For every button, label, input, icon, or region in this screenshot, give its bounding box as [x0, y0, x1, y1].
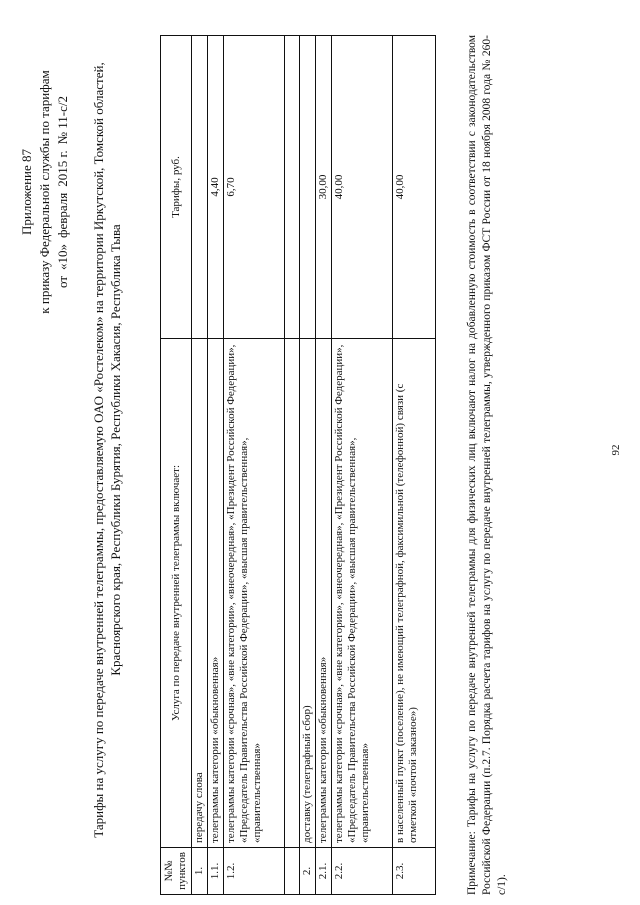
row-tariff: 40,00: [393, 36, 436, 339]
table-row: [192, 36, 208, 895]
date-month: февраля: [55, 192, 70, 238]
row-num: 2.2.: [332, 848, 393, 895]
appendix-header: [18, 42, 72, 342]
row-tariff: 40,00: [332, 36, 393, 339]
table-row: [332, 36, 393, 895]
row-num: 1.2.: [224, 848, 285, 895]
spacer-cell: [285, 339, 300, 848]
date-day: «10»: [55, 243, 70, 270]
spacer-cell: [285, 848, 300, 895]
row-num: 1.: [192, 848, 208, 895]
row-service: телеграммы категории «срочная», «вне категории», «внеочередная», «Президент Российской Федерации», «Председатель Правительства Российской Федерации», «высшая правительственная», «правительственная»: [332, 339, 393, 848]
row-service: телеграммы категории «срочная», «вне категории», «внеочередная», «Президент Российской Федерации», «Председатель Правительства Российской Федерации», «высшая правительственная», «правительственная»: [224, 339, 285, 848]
table-spacer-row: [285, 36, 300, 895]
table-row: [300, 36, 316, 895]
document-title: Тарифы на услугу по передаче внутренней телеграммы, предоставляемую ОАО «Ростелеком» на территории Иркутской, Томской областей, Красноярского края, Республики Бурятия, Республики Хакасия, Республика Тыва: [91, 62, 123, 838]
row-num: 1.1.: [208, 848, 224, 895]
row-num: 2.1.: [316, 848, 332, 895]
date-year: 2015 г.: [55, 150, 70, 187]
appendix-order-ref: к приказу Федеральной службы по тарифам: [37, 70, 52, 314]
row-tariff: [300, 36, 316, 339]
row-service: доставку (телеграфный сбор): [300, 339, 316, 848]
order-number: № 11-с/2: [55, 96, 70, 145]
appendix-order-date: [54, 42, 72, 342]
row-num: 2.: [300, 848, 316, 895]
table-header-row: [161, 36, 192, 895]
header-num: №№ пунктов: [161, 848, 192, 895]
header-tariff: Тарифы, руб.: [161, 36, 192, 339]
table-row: [316, 36, 332, 895]
page-number: 92: [610, 444, 622, 456]
row-num: 2.3.: [393, 848, 436, 895]
date-prefix: от: [55, 275, 70, 288]
row-tariff: [192, 36, 208, 339]
table-row: [208, 36, 224, 895]
spacer-cell: [285, 36, 300, 339]
row-service: передачу слова: [192, 339, 208, 848]
row-tariff: 6,70: [224, 36, 285, 339]
row-tariff: 30,00: [316, 36, 332, 339]
row-service: телеграммы категории «обыкновенная»: [316, 339, 332, 848]
footnote: Примечание: Тарифы на услугу по передаче внутренней телеграммы для физических лиц включают налог на добавленную стоимость в соответствии с законодательством Российской Федерации (п.2.7. Порядка расчета тарифов на услугу по передаче внутренней телеграммы, утвержденного приказом ФСТ России от 18 ноября 2008 года № 260-с/1).: [466, 35, 508, 895]
header-service: Услуга по передаче внутренней телеграммы включает:: [161, 339, 192, 848]
tariff-table: [160, 35, 436, 895]
table-row: [224, 36, 285, 895]
appendix-number: Приложение 87: [19, 148, 34, 236]
row-service: телеграммы категории «обыкновенная»: [208, 339, 224, 848]
row-tariff: 4,40: [208, 36, 224, 339]
table-row: [393, 36, 436, 895]
row-service: в населенный пункт (поселение), не имеющий телеграфной, факсимильной (телефонной) связи (с отметкой «почтой заказное»): [393, 339, 436, 848]
